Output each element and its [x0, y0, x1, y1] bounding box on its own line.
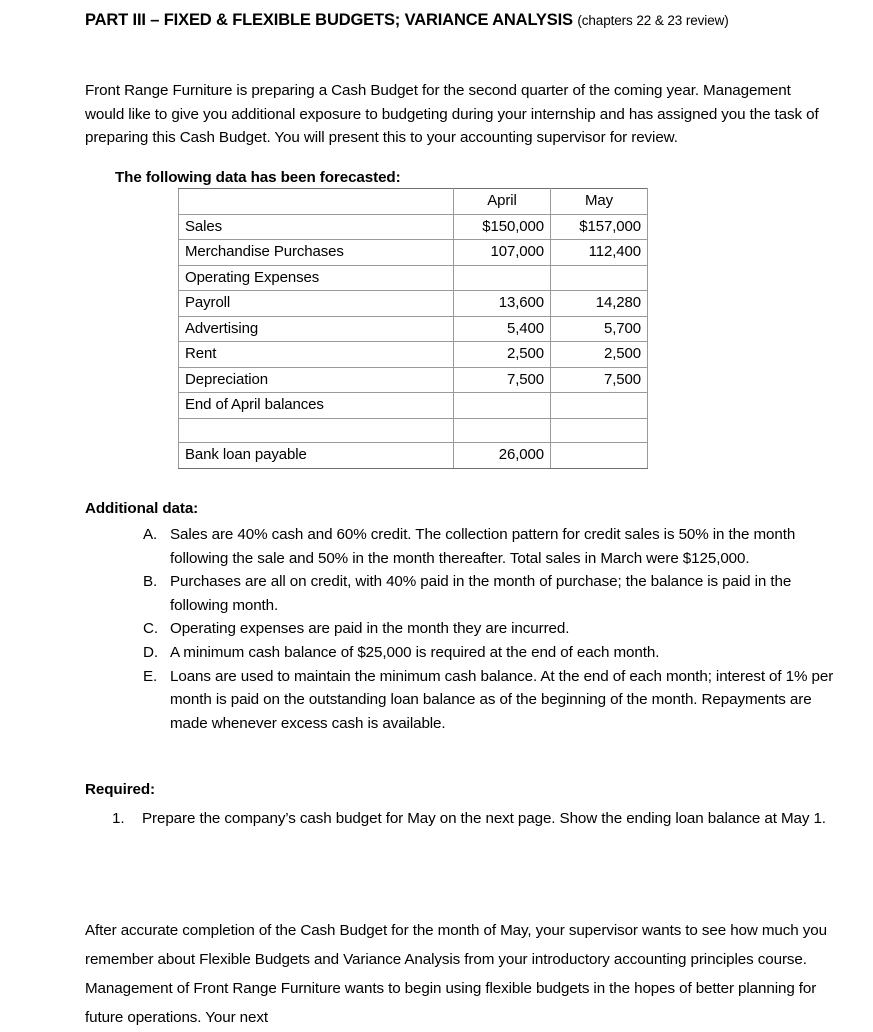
row-may-value: 112,400 — [551, 240, 648, 266]
table-row — [179, 265, 648, 291]
additional-data-heading: Additional data: — [85, 500, 199, 517]
list-item — [85, 665, 841, 736]
row-april-value: 2,500 — [454, 342, 551, 368]
row-april-value — [454, 265, 551, 291]
table-row — [179, 393, 648, 419]
additional-data-list — [85, 523, 841, 735]
list-item-marker: B. — [143, 573, 158, 591]
table-row — [179, 240, 648, 266]
row-label: Payroll — [179, 291, 454, 317]
forecast-data-label: The following data has been forecasted: — [115, 169, 401, 186]
row-label — [179, 418, 454, 443]
row-april-value — [454, 393, 551, 419]
list-item — [85, 805, 841, 832]
row-label: End of April balances — [179, 393, 454, 419]
row-label: Bank loan payable — [179, 443, 454, 469]
required-heading: Required: — [85, 781, 155, 798]
list-item-marker: E. — [143, 667, 158, 685]
row-april-value: 107,000 — [454, 240, 551, 266]
row-april-value: 7,500 — [454, 367, 551, 393]
list-item-marker: C. — [143, 620, 158, 638]
table-row — [179, 291, 648, 317]
row-may-value — [551, 393, 648, 419]
row-may-value — [551, 265, 648, 291]
row-may-value: 2,500 — [551, 342, 648, 368]
row-april-value: 26,000 — [454, 443, 551, 469]
list-item — [85, 641, 841, 665]
row-may-value: 7,500 — [551, 367, 648, 393]
list-item-marker: D. — [143, 643, 158, 661]
required-list — [85, 805, 841, 832]
row-label: Rent — [179, 342, 454, 368]
page-title-main: PART III – FIXED & FLEXIBLE BUDGETS; VARIANCE ANALYSIS — [85, 11, 573, 29]
list-item-marker: 1. — [112, 810, 125, 827]
list-item-text: Prepare the company’s cash budget for May on the next page. Show the ending loan balance at May 1. — [142, 810, 826, 827]
row-april-value: $150,000 — [454, 214, 551, 240]
table-header-blank — [179, 189, 454, 215]
row-label: Advertising — [179, 316, 454, 342]
table-row-blank — [179, 418, 648, 443]
row-may-value — [551, 443, 648, 469]
row-april-value — [454, 418, 551, 443]
page-title — [85, 11, 845, 30]
page-title-subtitle: (chapters 22 & 23 review) — [577, 13, 729, 28]
list-item-text: A minimum cash balance of $25,000 is required at the end of each month. — [170, 643, 660, 661]
table-row — [179, 316, 648, 342]
table-header-april: April — [454, 189, 551, 215]
table-row — [179, 342, 648, 368]
row-may-value: 5,700 — [551, 316, 648, 342]
closing-paragraph: After accurate completion of the Cash Budget for the month of May, your supervisor wants to see how much you remember about Flexible Budgets and Variance Analysis from your introductory accounting principles course. Management of Front Range Furniture wants to begin using flexible budgets in the hopes of better planning for future operations. Your next — [85, 922, 827, 1027]
row-label: Merchandise Purchases — [179, 240, 454, 266]
list-item — [85, 523, 841, 570]
table-header-may: May — [551, 189, 648, 215]
forecast-table — [178, 188, 648, 469]
row-label: Operating Expenses — [179, 265, 454, 291]
row-label: Sales — [179, 214, 454, 240]
row-label: Depreciation — [179, 367, 454, 393]
table-row — [179, 443, 648, 469]
row-april-value: 5,400 — [454, 316, 551, 342]
row-may-value — [551, 418, 648, 443]
table-header-row — [179, 189, 648, 215]
row-may-value: 14,280 — [551, 291, 648, 317]
list-item-marker: A. — [143, 526, 158, 543]
list-item — [85, 570, 841, 617]
list-item-text: Sales are 40% cash and 60% credit. The collection pattern for credit sales is 50% in the month following the sale and 50% in the month thereafter. Total sales in March were $125,000. — [170, 526, 796, 567]
table-row — [179, 214, 648, 240]
table-row — [179, 367, 648, 393]
row-may-value: $157,000 — [551, 214, 648, 240]
intro-paragraph: Front Range Furniture is preparing a Cash Budget for the second quarter of the coming year. Management would like to give you additional exposure to budgeting during your internship and has assigned you the task of preparing this Cash Budget. You will present this to your accounting supervisor for review. — [85, 82, 819, 147]
list-item-text: Purchases are all on credit, with 40% paid in the month of purchase; the balance is paid in the following month. — [170, 573, 792, 614]
list-item-text: Operating expenses are paid in the month they are incurred. — [170, 620, 570, 638]
list-item-text: Loans are used to maintain the minimum cash balance. At the end of each month; interest of 1% per month is paid on the outstanding loan balance as of the beginning of the month. Repayments are made whenever excess cash is available. — [170, 667, 834, 732]
list-item — [85, 617, 841, 641]
row-april-value: 13,600 — [454, 291, 551, 317]
